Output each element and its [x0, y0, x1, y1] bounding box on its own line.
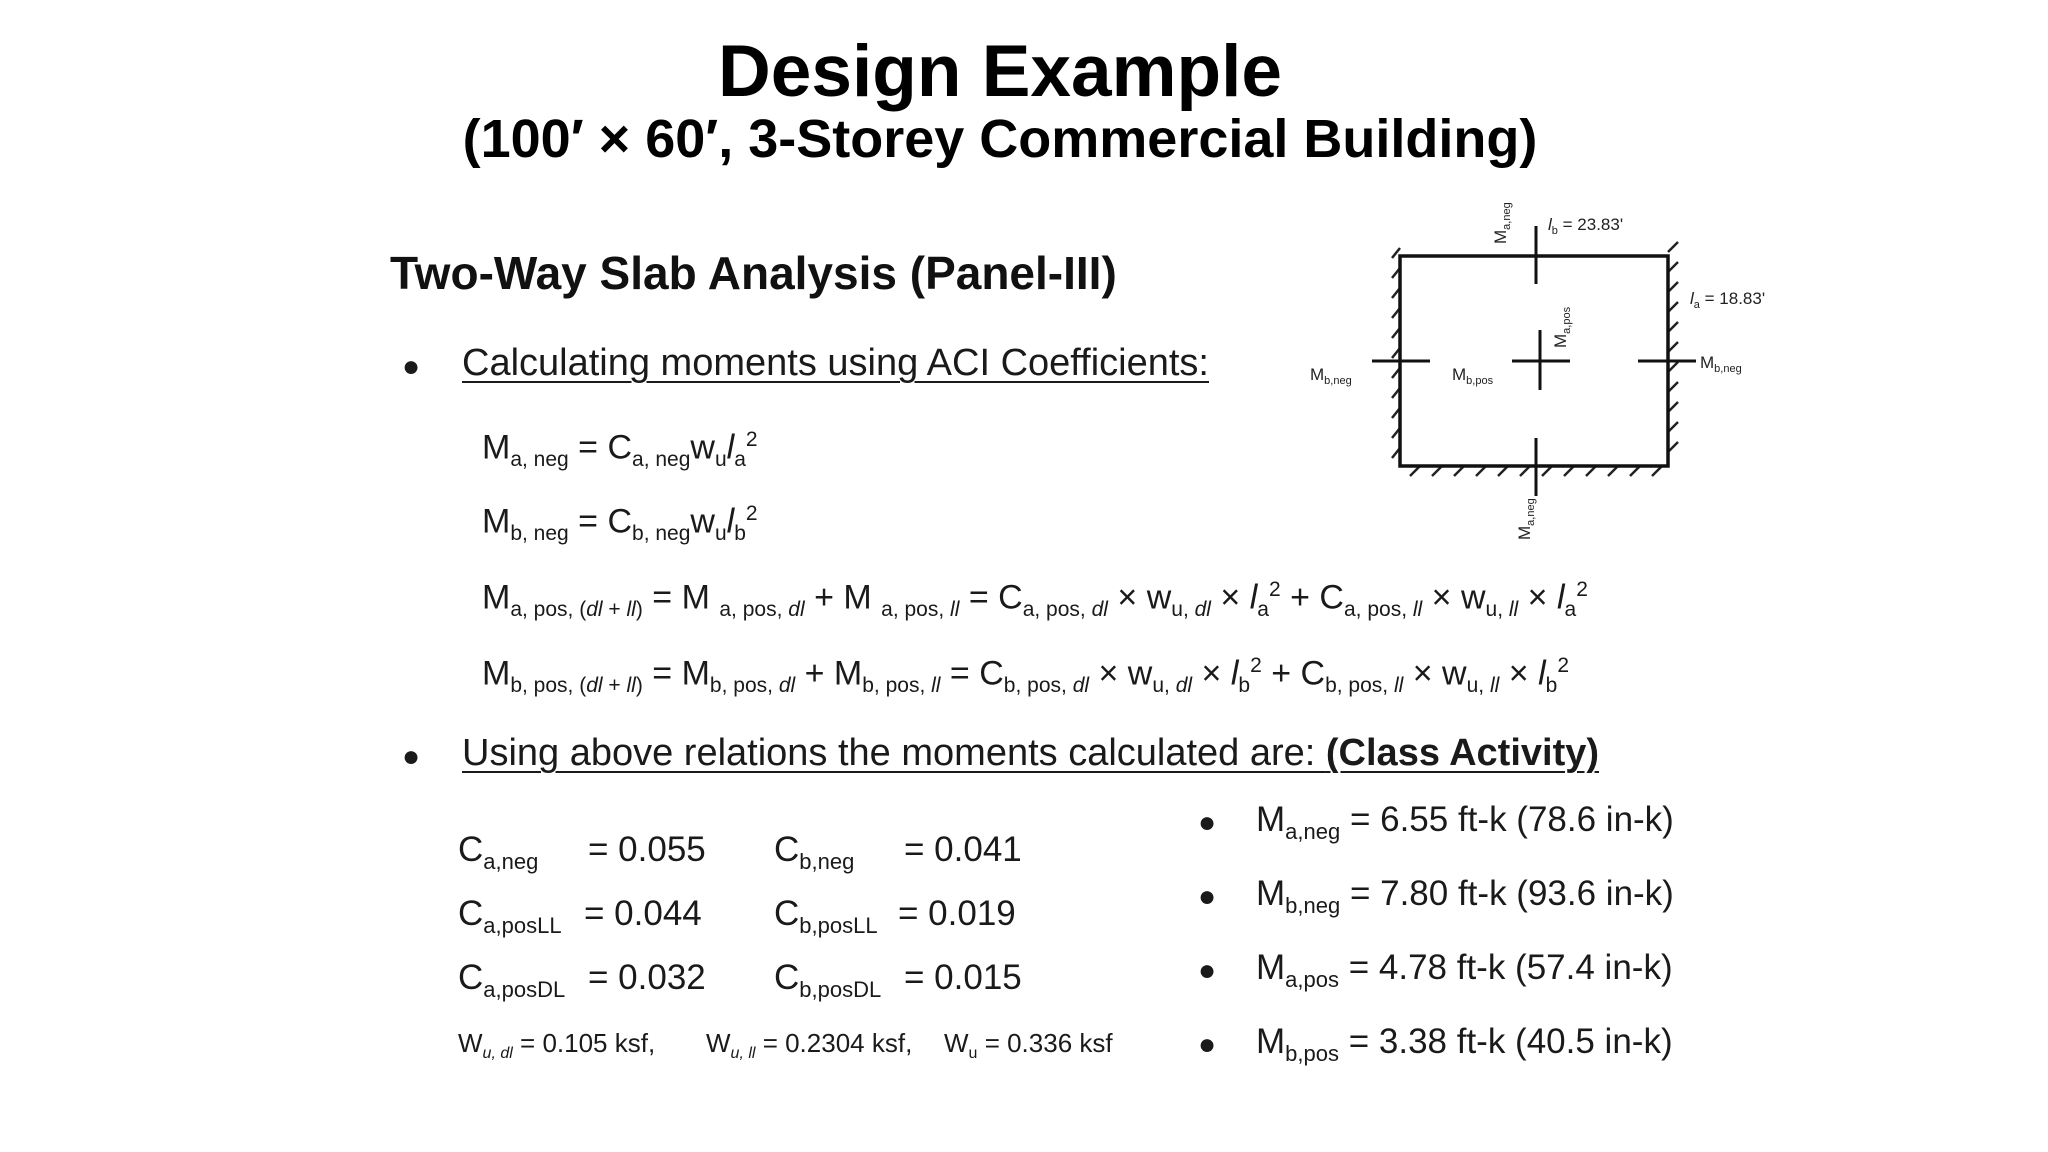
slide-title: Design Example [718, 31, 1282, 112]
equation-ma-neg: $M_{a, neg} = C_{a, neg}w_ul_a^2$ [482, 428, 758, 472]
class-activity-label: (Class Activity) [1325, 732, 1600, 774]
equation-mb-pos: $M_{b, pos, (dl + ll)} = M_{b, pos, dl} + M_{b, pos, ll} = C_{b, pos, dl} \times w_{u, dl} \times l_b^2 + C_{b, pos, ll} \times w_{u, ll} \times l_b^2$ [482, 654, 1570, 698]
load-wu-ll: $W_{u, ll} = 0.2304$ ksf, [706, 1028, 913, 1063]
bullet-marker-1: ● [402, 350, 421, 383]
top-moment-label: $M_{a,neg}$ [1491, 202, 1513, 244]
load-wu-dl: $W_{u, dl} = 0.105$ ksf, [458, 1028, 656, 1063]
lb-dimension-label: $l_b = 23.83'$ [1548, 215, 1624, 237]
slide-subtitle: (100′ × 60′, 3-Storey Commercial Building) [462, 109, 1538, 169]
result-ma-pos: $M_{a,pos} = 4.78$ ft-k (57.4 in-k) [1256, 948, 1673, 992]
coef-cb-posdl: $C_{b,posDL}$ [774, 958, 882, 1002]
center-a-moment-label: $M_{a,pos}$ [1551, 306, 1573, 348]
coef-cb-posll: $C_{b,posLL}$ [774, 894, 878, 938]
coef-ca-posll: $C_{a,posLL}$ [458, 894, 562, 938]
coef-cb-posll-value: = 0.019 [898, 894, 1016, 933]
result-bullet-3: ● [1198, 954, 1217, 987]
la-dimension-label: $l_a = 18.83'$ [1690, 289, 1766, 311]
load-wu: $W_u = 0.336$ ksf [944, 1028, 1113, 1063]
coef-ca-posdl: $C_{a,posDL}$ [458, 958, 566, 1002]
coef-ca-posll-value: = 0.044 [584, 894, 702, 933]
center-b-moment-label: $M_{b,pos}$ [1452, 365, 1494, 387]
bullet-1-text: Calculating moments using ACI Coefficients: [462, 342, 1209, 384]
result-mb-neg: $M_{b,neg} = 7.80$ ft-k (93.6 in-k) [1256, 874, 1674, 918]
coef-ca-neg-value: = 0.055 [588, 830, 706, 869]
bottom-moment-label: $M_{a,neg}$ [1515, 498, 1537, 540]
result-mb-pos: $M_{b,pos} = 3.38$ ft-k (40.5 in-k) [1256, 1022, 1673, 1066]
coef-cb-neg-value: = 0.041 [904, 830, 1022, 869]
bullet-marker-2: ● [402, 740, 421, 773]
bullet-2-text: Using above relations the moments calculated are: (Class Activity) [462, 732, 1600, 774]
section-heading: Two-Way Slab Analysis (Panel-III) [390, 247, 1117, 299]
equation-mb-neg: $M_{b, neg} = C_{b, neg}w_ul_b^2$ [482, 502, 758, 546]
result-bullet-2: ● [1198, 880, 1217, 913]
coef-ca-neg: $C_{a,neg}$ [458, 830, 539, 874]
coef-ca-posdl-value: = 0.032 [588, 958, 706, 997]
equation-ma-pos: $M_{a, pos, (dl + ll)} = M$ $_{a, pos, dl}$ + M $_{a, pos, ll} = C_{a, pos, dl} \times w_{u, dl} \times l_a^2 + C_{a, pos, ll} \times w_{u, ll} \times l_a^2$ [482, 578, 1588, 622]
panel-moment-diagram [1300, 180, 1820, 560]
right-moment-label: $M_{b,neg}$ [1700, 353, 1742, 375]
coef-cb-posdl-value: = 0.015 [904, 958, 1022, 997]
result-bullet-4: ● [1198, 1028, 1217, 1061]
result-ma-neg: $M_{a,neg} = 6.55$ ft-k (78.6 in-k) [1256, 800, 1674, 844]
coef-cb-neg: $C_{b,neg}$ [774, 830, 855, 874]
left-moment-label: $M_{b,neg}$ [1310, 365, 1352, 387]
result-bullet-1: ● [1198, 806, 1217, 839]
